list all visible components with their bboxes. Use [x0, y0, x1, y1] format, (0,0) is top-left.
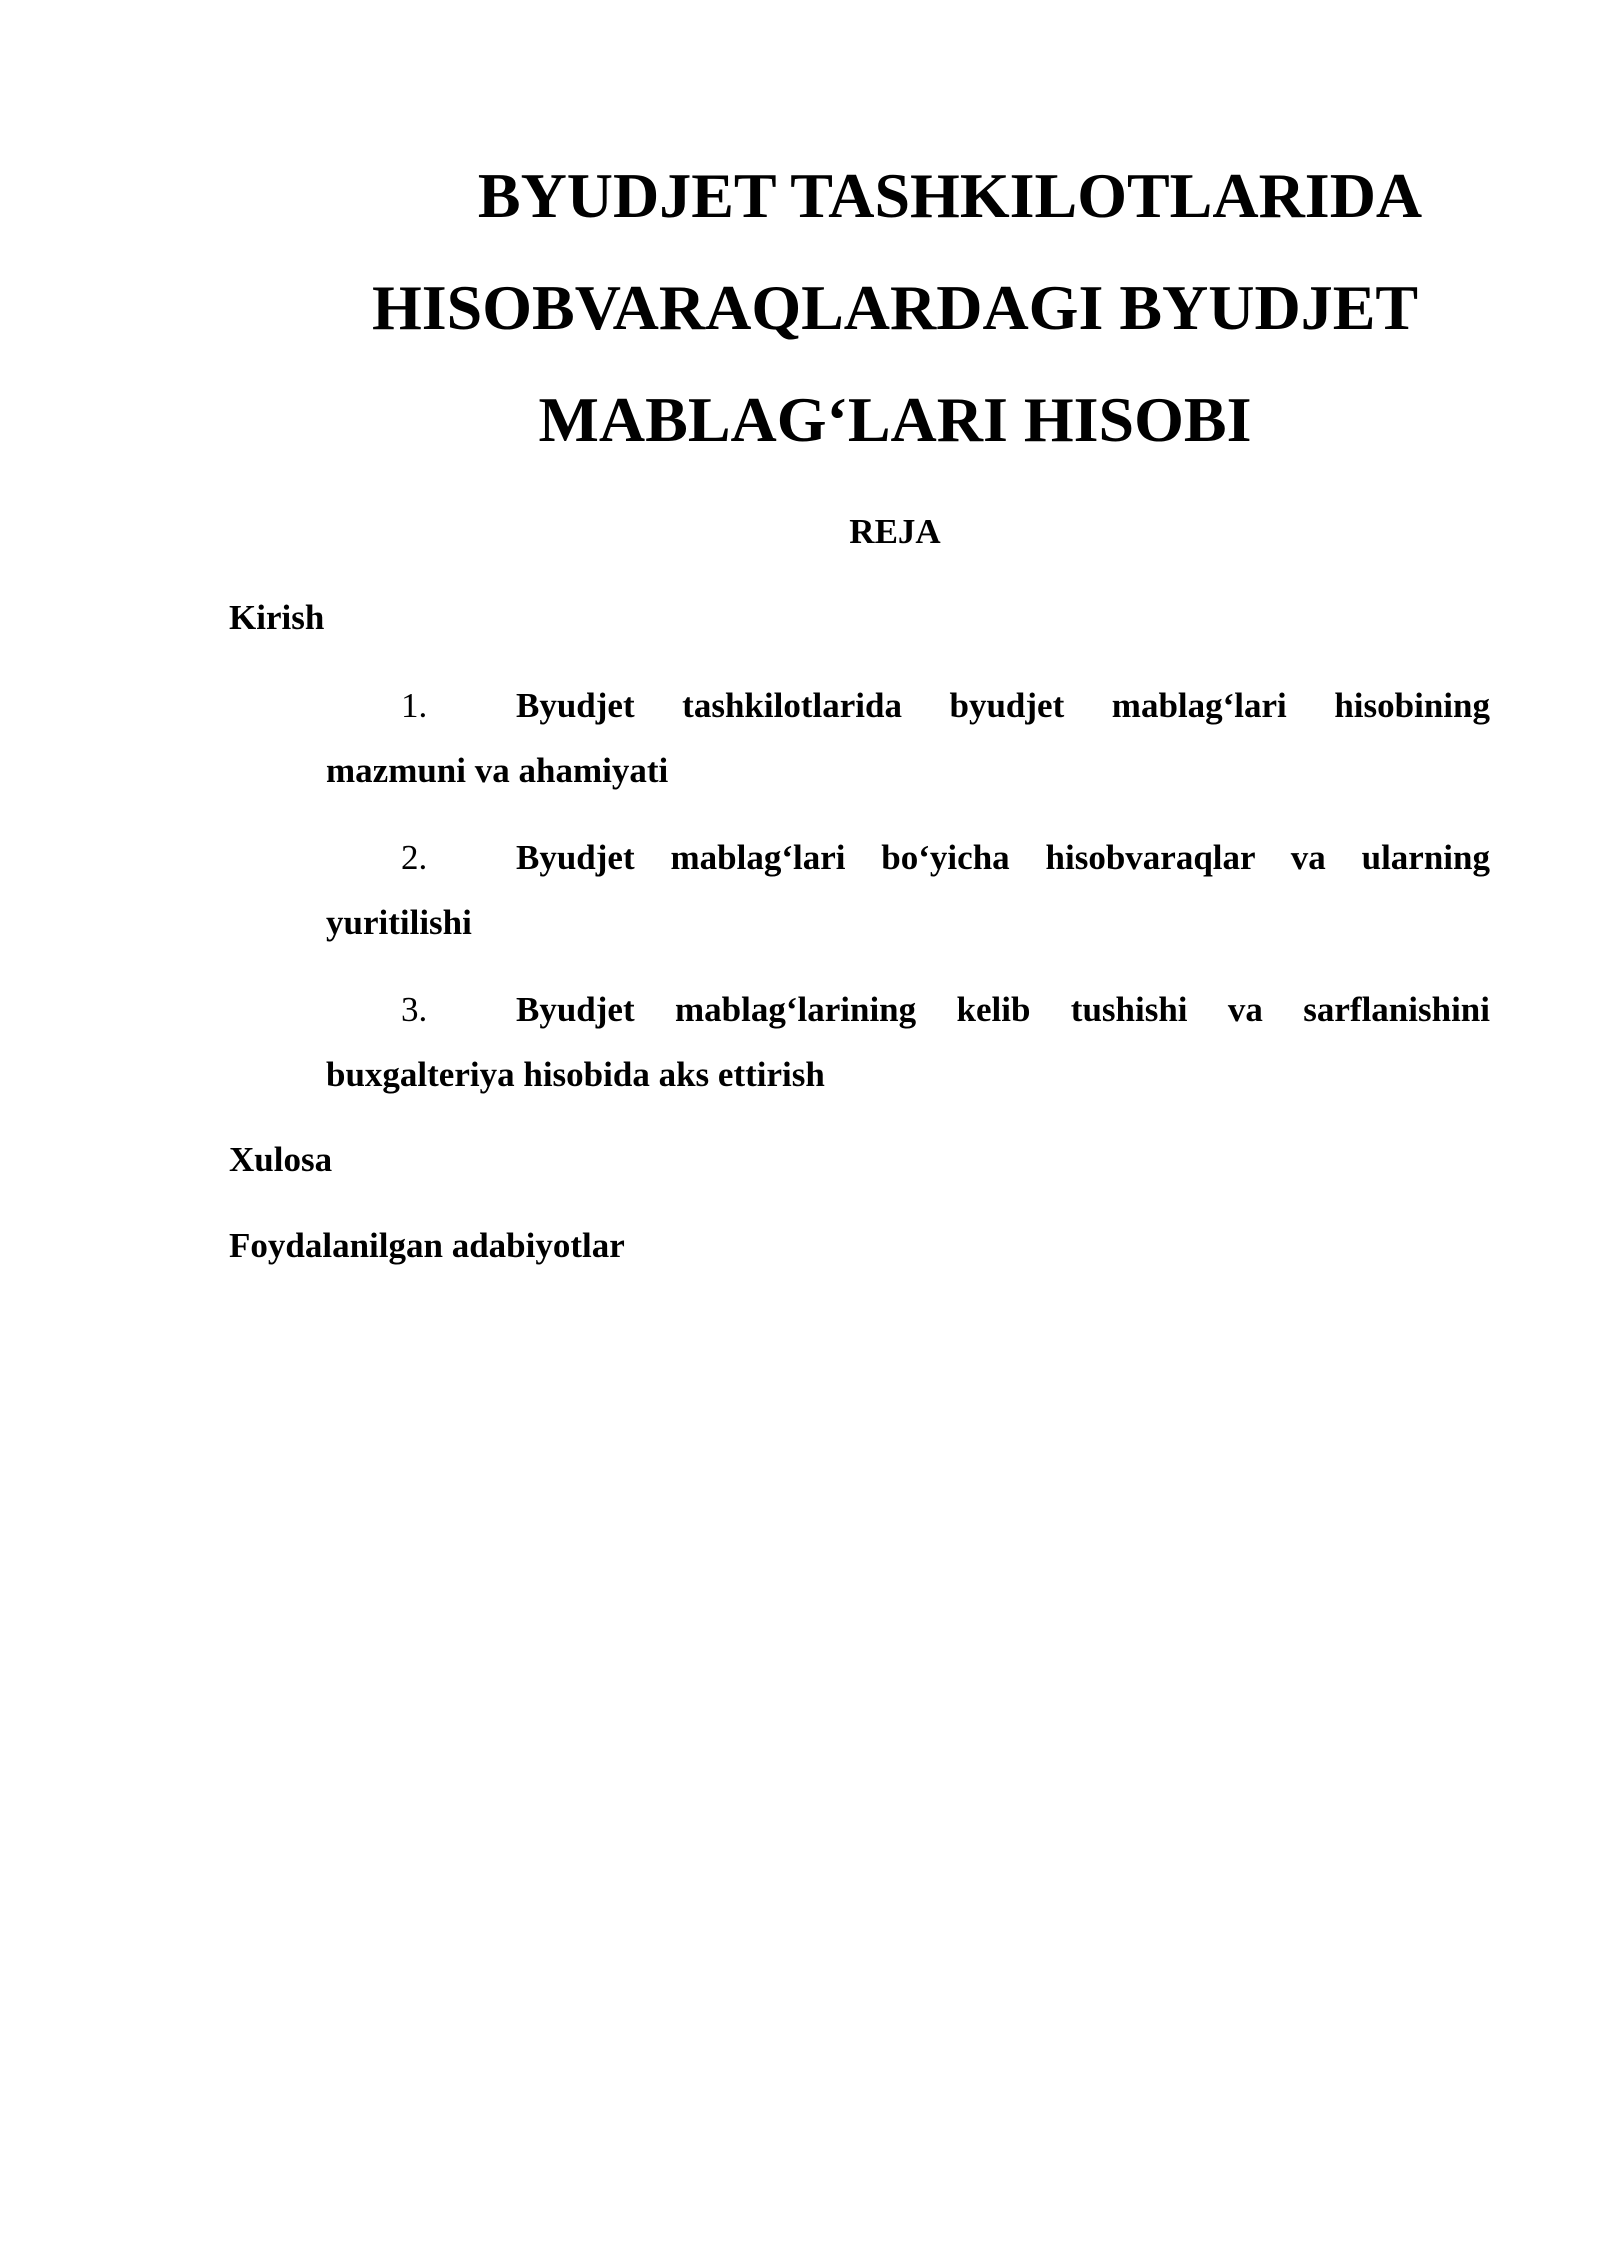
plan-item-number: 3.	[401, 990, 428, 1029]
title-line-2: HISOBVARAQLARDAGI BYUDJET	[371, 272, 1419, 343]
plan-item-text-continued: buxgalteriya hisobida aks ettirish	[326, 1055, 825, 1094]
plan-heading: REJA	[849, 512, 941, 551]
document-title	[300, 140, 1490, 476]
plan-item-number: 1.	[401, 686, 428, 725]
plan-item	[326, 673, 1490, 803]
plan-item-text-continued: yuritilishi	[326, 903, 472, 942]
plan-item-text-continued: mazmuni va ahamiyati	[326, 751, 669, 790]
plan-item	[326, 977, 1490, 1107]
title-line-1: BYUDJET TASHKILOTLARIDA	[477, 160, 1423, 231]
plan-item-number: 2.	[401, 838, 428, 877]
plan-item	[326, 825, 1490, 955]
title-line-3: MABLAG‘LARI HISOBI	[538, 384, 1252, 455]
plan-item-text: Byudjet tashkilotlarida byudjet mablag‘lari hisobining	[516, 686, 1490, 725]
plan-item-text: Byudjet mablag‘larining kelib tushishi va sarflanishini	[516, 990, 1490, 1029]
section-conclusion: Xulosa	[229, 1140, 333, 1179]
section-introduction: Kirish	[229, 598, 325, 637]
plan-item-text: Byudjet mablag‘lari bo‘yicha hisobvaraqlar va ularning	[516, 838, 1490, 877]
section-references: Foydalanilgan adabiyotlar	[229, 1226, 625, 1265]
